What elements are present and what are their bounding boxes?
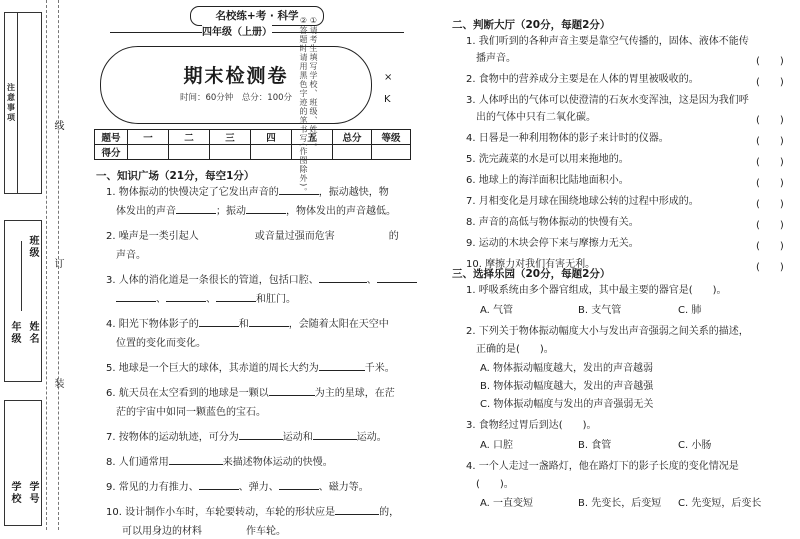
answer-paren[interactable]: ( ) (756, 56, 784, 67)
blank[interactable] (176, 213, 216, 214)
section1-heading: 一、知识广场（21分，每空1分） (96, 170, 255, 182)
score-head-1: 一 (128, 130, 169, 145)
notes-label: 注意事项 (6, 83, 16, 123)
score-cell[interactable] (333, 145, 372, 160)
blank[interactable] (199, 489, 239, 490)
s1-line-16: 可以用身边的材料 作车轮。 (122, 526, 286, 537)
side-mark-2: K (384, 94, 391, 105)
choice-q4: 4. 一个人走过一盏路灯，他在路灯下的影子长度的变化情况是 (466, 461, 739, 472)
s1-line-9: 5. 地球是一个巨大的球体，其赤道的周长大约为 千米。 (106, 363, 395, 374)
s1-line-11: 茫的宇宙中如同一颗蓝色的宝石。 (116, 407, 266, 418)
score-cell[interactable] (210, 145, 251, 160)
judge-item: 8. 声音的高低与物体振动的快慢有关。 (466, 217, 639, 228)
choice-option[interactable]: B. 先变长，后变短 (578, 498, 662, 509)
title-frame (100, 46, 372, 124)
judge-item: 5. 洗完蔬菜的水是可以用来拖地的。 (466, 154, 629, 165)
answer-paren[interactable]: ( ) (756, 157, 784, 168)
blank[interactable] (335, 514, 379, 515)
s1-line-8: 位置的变化而变化。 (116, 338, 206, 349)
judge-item: 1. 我们听到的各种声音主要是靠空气传播的，固体、液体不能传 (466, 36, 749, 47)
score-cell[interactable] (128, 145, 169, 160)
side-mark-1: × (384, 72, 393, 83)
school-info-box (4, 400, 42, 526)
choice-option[interactable]: B. 食管 (578, 440, 612, 451)
answer-paren[interactable]: ( ) (756, 115, 784, 126)
s1-line-4: 声音。 (116, 250, 146, 261)
choice-option[interactable]: A. 一直变短 (480, 498, 534, 509)
name-label: 姓名 (27, 321, 38, 345)
s1-line-2: 体发出的声音 ；振动 ，物体发出的声音越低。 (116, 206, 396, 217)
blank[interactable] (199, 326, 239, 327)
score-head-0: 题号 (95, 130, 128, 145)
choice-option[interactable]: A. 口腔 (480, 440, 514, 451)
score-row-label: 得分 (95, 145, 128, 160)
blank[interactable] (249, 326, 289, 327)
choice-option[interactable]: B. 物体振动幅度越大，发出的声音越强 (480, 381, 654, 392)
blank[interactable] (279, 194, 319, 195)
score-head-2: 二 (169, 130, 210, 145)
blank[interactable] (279, 489, 319, 490)
grade-field[interactable] (21, 241, 22, 311)
blank[interactable] (116, 301, 156, 302)
grade-label: 年级 (9, 321, 20, 345)
blank[interactable] (239, 439, 283, 440)
judge-item: 7. 月相变化是月球在围绕地球公转的过程中形成的。 (466, 196, 699, 207)
cut-mark-seal: 装 (52, 378, 63, 390)
judge-item: 3. 人体呼出的气体可以使澄清的石灰水变浑浊，这是因为我们呼 (466, 95, 749, 106)
student-info-box (4, 220, 42, 382)
cut-mark-line: 线 (52, 120, 63, 132)
blank[interactable] (166, 301, 206, 302)
choice-option[interactable]: A. 气管 (480, 305, 514, 316)
score-cell[interactable] (372, 145, 411, 160)
score-head-4: 四 (251, 130, 292, 145)
choice-option[interactable]: C. 小肠 (678, 440, 712, 451)
score-head-total: 总分 (333, 130, 372, 145)
judge-item: 播声音。 (476, 53, 516, 64)
score-cell[interactable] (169, 145, 210, 160)
choice-q3: 3. 食物经过胃后到达( )。 (466, 420, 597, 431)
choice-option[interactable]: C. 先变短，后变长 (678, 498, 762, 509)
choice-q1: 1. 呼吸系统由多个器官组成，其中最主要的器官是( )。 (466, 285, 727, 296)
s1-line-14: 9. 常见的力有推力、 、弹力、 、磁力等。 (106, 482, 369, 493)
s1-line-1: 1. 物体振动的快慢决定了它发出声音的 ，振动越快，物 (106, 187, 389, 198)
page-title: 期末检测卷 (183, 65, 289, 87)
s1-line-5: 3. 人体的消化道是一条很长的管道，包括口腔、 、 (106, 274, 417, 288)
choice-q2-cont: 正确的是( )。 (476, 344, 554, 355)
s1-line-7: 4. 阳光下物体影子的 和 ，会随着太阳在天空中 (106, 319, 389, 330)
answer-paren[interactable]: ( ) (756, 220, 784, 231)
blank[interactable] (319, 370, 365, 371)
score-head-5: 五 (292, 130, 333, 145)
score-table (94, 129, 411, 160)
blank[interactable] (377, 282, 417, 283)
student-no-label: 学号 (27, 481, 38, 505)
answer-paren[interactable]: ( ) (756, 262, 784, 273)
answer-paren[interactable]: ( ) (756, 241, 784, 252)
blank[interactable] (216, 301, 256, 302)
judge-item: 4. 日晷是一种利用物体的影子来计时的仪器。 (466, 133, 669, 144)
s1-line-6: 、 、 和肛门。 (116, 293, 296, 307)
blank[interactable] (246, 213, 286, 214)
choice-option[interactable]: C. 物体振动幅度与发出的声音强弱无关 (480, 399, 654, 410)
choice-option[interactable]: A. 物体振动幅度越大，发出的声音越弱 (480, 363, 654, 374)
answer-paren[interactable]: ( ) (756, 178, 784, 189)
section3-heading: 三、选择乐园（20分，每题2分） (452, 268, 611, 280)
section2-heading: 二、判断大厅（20分，每题2分） (452, 19, 611, 31)
answer-paren[interactable]: ( ) (756, 136, 784, 147)
score-head-level: 等级 (372, 130, 411, 145)
series-title: 名校练+考 · 科学 (190, 6, 324, 26)
blank[interactable] (319, 282, 367, 283)
s1-line-10: 6. 航天员在太空看到的地球是一颗以 为主的星球，在茫 (106, 388, 395, 399)
judge-item: 2. 食物中的营养成分主要是在人体的胃里被吸收的。 (466, 74, 699, 85)
blank[interactable] (169, 464, 223, 465)
blank[interactable] (269, 395, 315, 396)
note-2: ②答题时请用黑色字迹的笔书写(作图除外)。 (299, 16, 308, 197)
answer-paren[interactable]: ( ) (756, 77, 784, 88)
score-cell[interactable] (292, 145, 333, 160)
choice-option[interactable]: C. 肺 (678, 305, 702, 316)
judge-item: 10. 摩擦力对我们有害无利。 (466, 259, 596, 270)
time-score: 时间：60分钟 总分：100分 (179, 93, 293, 103)
s1-line-12: 7. 按物体的运动轨迹，可分为 运动和 运动。 (106, 432, 387, 443)
choice-q4-cont: ( )。 (476, 479, 514, 490)
s1-line-3: 2. 噪声是一类引起人 或音量过强而危害 的 (106, 231, 399, 242)
judge-item: 6. 地球上的海洋面积比陆地面积小。 (466, 175, 629, 186)
class-label: 班级 (27, 235, 38, 259)
judge-item: 9. 运动的木块会停下来与摩擦力无关。 (466, 238, 639, 249)
school-label: 学校 (9, 481, 20, 505)
grade-title: 四年级（上册） (202, 25, 272, 41)
judge-item: 出的气体中只有二氧化碳。 (476, 112, 596, 123)
choice-option[interactable]: B. 支气管 (578, 305, 622, 316)
cut-mark-bind: 订 (52, 258, 63, 270)
choice-q2: 2. 下列关于物体振动幅度大小与发出声音强弱之间关系的描述， (466, 326, 749, 337)
note-1: ①请考生填写学校、班级、姓名。 (309, 16, 318, 152)
s1-line-15: 10. 设计制作小车时，车轮要转动，车轮的形状应是 的， (106, 507, 400, 518)
score-cell[interactable] (251, 145, 292, 160)
blank[interactable] (313, 439, 357, 440)
answer-paren[interactable]: ( ) (756, 199, 784, 210)
s1-line-13: 8. 人们通常用 来描述物体运动的快慢。 (106, 457, 333, 468)
score-head-3: 三 (210, 130, 251, 145)
